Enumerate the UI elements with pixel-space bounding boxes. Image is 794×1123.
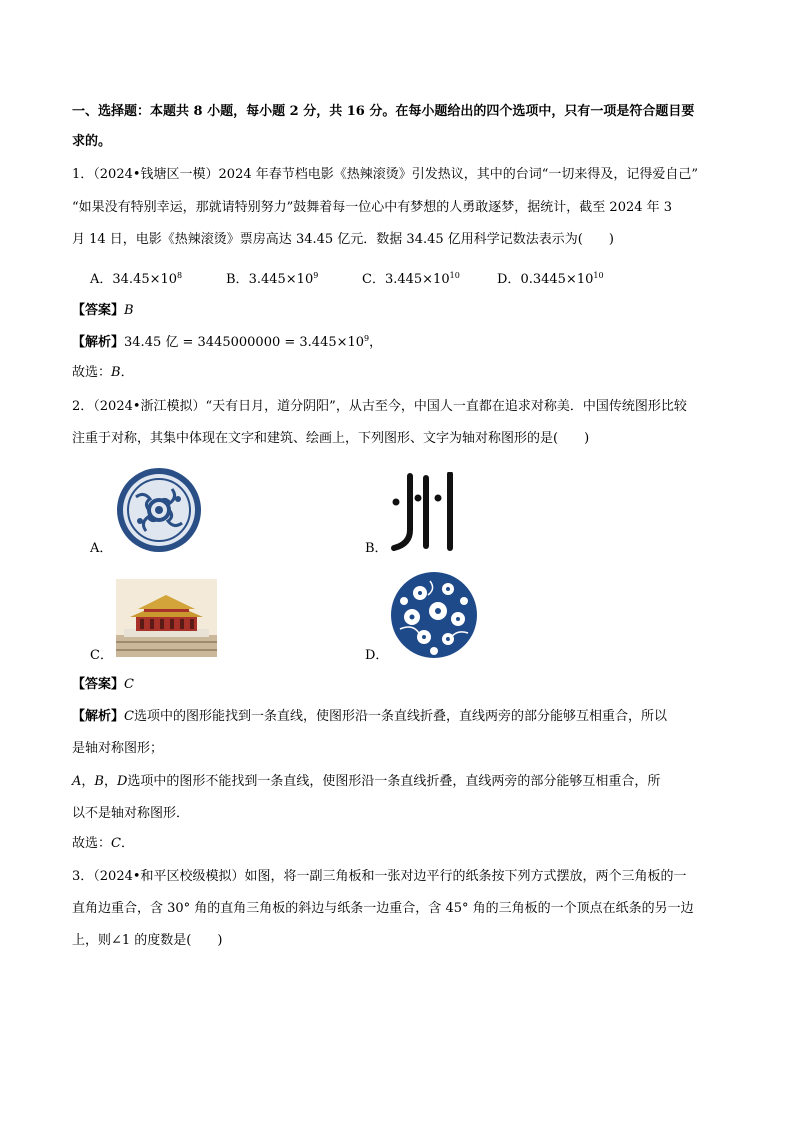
q3-stem-line3: 上，则∠1 的度数是( )	[72, 933, 223, 948]
q2-answer: 【答案】C	[72, 677, 134, 692]
section-header-cont: 求的。	[72, 134, 112, 149]
q2-stem-line1: 2．（2024•浙江模拟）“天有日月，道分阴阳”，从古至今，中国人一直都在追求对称美．中国传统图形比较	[72, 399, 687, 414]
q2-stem-line2: 注重于对称，其集中体现在文字和建筑、绘画上，下列图形、文字为轴对称图形的是( )	[72, 431, 590, 446]
q3-stem-line2: 直角边重合，含 30° 角的直角三角板的斜边与纸条一边重合，含 45° 角的三角板的一个顶点在纸条的另一边	[72, 901, 694, 916]
q1-analysis: 【解析】34.45 亿 = $3445000000 = 3.445\times 10^9$，	[72, 334, 383, 350]
zhou-character-figure	[388, 472, 464, 552]
q2-analysis-line1: 【解析】C选项中的图形能找到一条直线，使图形沿一条直线折叠，直线两旁的部分能够互相重合，所以	[72, 709, 667, 724]
round-pattern-icon	[116, 467, 202, 553]
palace-photo	[116, 579, 217, 657]
q2-option-d-label: D．	[365, 648, 389, 663]
q1-option-c: C．$3.445\times 10^{10}$	[362, 271, 460, 287]
section-header: 一、选择题：本题共 8 小题，每小题 2 分，共 16 分。在每小题给出的四个选项中，只有一项是符合题目要	[72, 104, 695, 119]
q1-answer: 【答案】B	[72, 303, 134, 318]
zhou-character: 州	[388, 472, 389, 473]
flower-medallion-icon	[390, 571, 478, 659]
q1-stem-line1: 1．（2024•钱塘区一模）2024 年春节档电影《热辣滚烫》引发热议，其中的台词“一切来得及，记得爱自己”	[72, 167, 699, 182]
q2-analysis-line4: 以不是轴对称图形．	[72, 806, 190, 821]
q2-option-b-label: B．	[365, 541, 388, 556]
q3-stem-line1: 3．（2024•和平区校级模拟）如图，将一副三角板和一张对边平行的纸条按下列方式摆放，两个三角板的一	[72, 869, 687, 884]
q1-stem-line2: “如果没有特别幸运，那就请特别努力”鼓舞着每一位心中有梦想的人勇敢逐梦，据统计，截至 2024 年 3	[72, 200, 673, 215]
q2-analysis-line2: 是轴对称图形；	[72, 741, 164, 756]
q1-conclusion: 故选：B．	[72, 365, 134, 380]
q1-stem-line3: 月 14 日，电影《热辣滚烫》票房高达 34.45 亿元．数据 34.45 亿用科学记数法表示为( )	[72, 232, 614, 247]
q2-analysis-line3: A，B，D选项中的图形不能找到一条直线，使图形沿一条直线折叠，直线两旁的部分能够互相重合，所	[72, 774, 661, 789]
q2-conclusion: 故选：C．	[72, 836, 134, 851]
q2-option-c-label: C．	[90, 648, 113, 663]
q2-option-a-label: A．	[90, 541, 113, 556]
q1-option-d: D．$0.3445\times 10^{10}$	[497, 271, 604, 287]
q1-option-a: A．$34.45\times 10^8$	[90, 271, 183, 287]
q1-option-b: B．$3.445\times 10^9$	[226, 271, 319, 287]
